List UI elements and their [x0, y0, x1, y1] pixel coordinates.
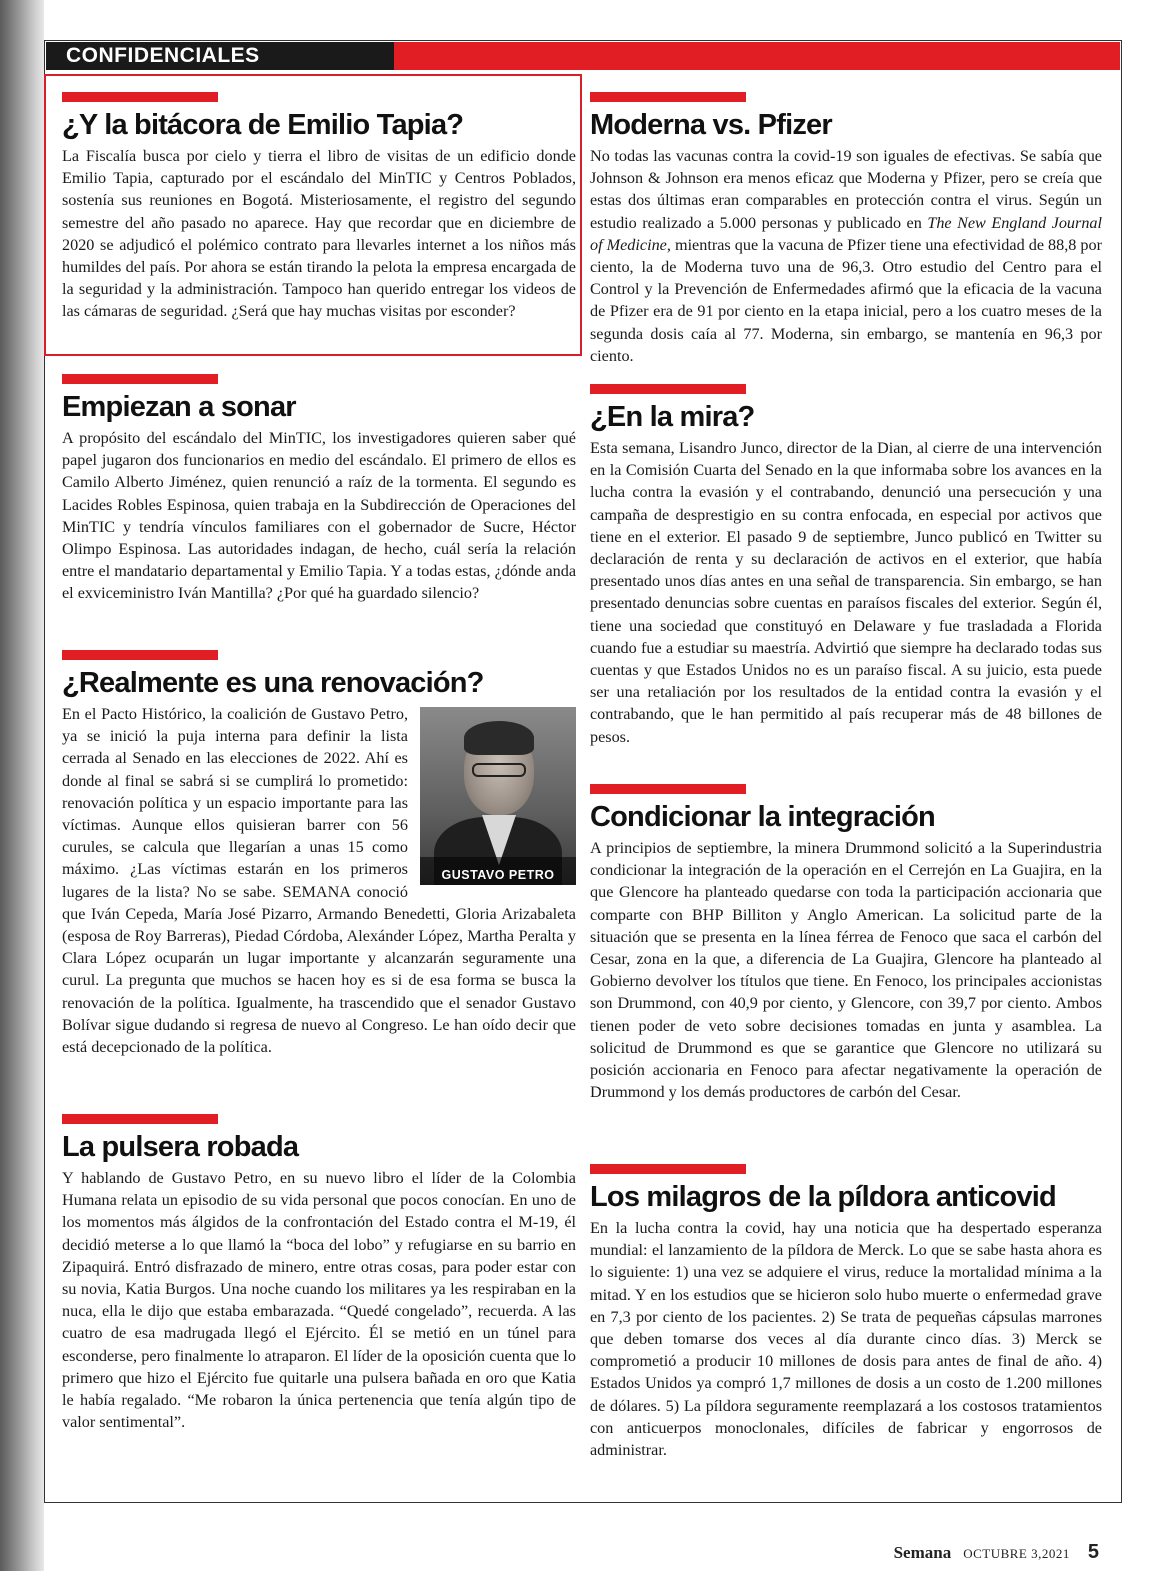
article-accent-bar	[62, 650, 218, 660]
article-body-part-2: , mientras que la vacuna de Pfizer tiene una efectividad de 88,8 por ciento, la de Moderna tuvo una de 96,3. Otro estudio del Centro para el Control y la Prevención de Enfermedades afirmó que la eficacia de la vacuna de Pfizer era de 91 por ciento en la etapa inicial, pero a los cuatro meses de la segunda dosis caía al 77. Moderna, sin embargo, se mantenía en 96,3 por ciento.	[590, 235, 1103, 365]
article-accent-bar	[590, 1164, 746, 1174]
article-body-part-1: No todas las vacunas contra la covid-19 son iguales de efectivas. Se sabía que Johnson & Johnson era menos eficaz que Moderna y Pfizer, pero se creía que estas dos últimas eran comparables en protección contra el virus. Según un estudio realizado a 5.000 personas y publicado en	[590, 147, 1102, 232]
article-body: En el Pacto Histórico, la coalición de Gustavo Petro, ya se inició la puja interna para definir la lista cerrada al Senado en las elecciones de 2022. Ahí es donde al final se sabrá si se cumplirá lo prometido: renovación política y un espacio importante para las víctimas. Aunque ellos quisieran barrer con 56 curules, se calcula que llegarían a unas 15 como máximo. ¿Las víctimas estarán en los primeros lugares de la lista? No se sabe. SEMANA conoció que Iván Cepeda, María José Pizarro, Armando Benedetti, Gloria Arizabaleta (esposa de Roy Barreras), Piedad Córdoba, Alexánder López, Martha Peralta y Clara López ocuparán un lugar importante y alcanzarán seguramente una curul. La pregunta que muchos se hacen hoy es si de esa forma se busca la renovación de la política. Igualmente, ha trascendido que el senador Gustavo Bolívar sigue dudando si regresa de nuevo al Congreso. Le han oído decir que está decepcionado de la política.	[62, 705, 576, 1057]
article-mira	[590, 384, 1102, 748]
article-body: En la lucha contra la covid, hay una noticia que ha despertado esperanza mundial: el lanzamiento de la píldora de Merck. Lo que se sabe hasta ahora es lo siguiente: 1) una vez se adquiere el virus, reduce la mortalidad mínima a la mitad. Y en los estudios que se hicieron solo hubo muerte o enfermedad grave en 7,3 por ciento de los pacientes. 2) Se trata de pequeñas cápsulas marrones que deben tomarse dos veces al día durante cinco días. 3) Merck se comprometió a producir 10 millones de dosis para antes de final de año. 4) Estados Unidos ya compró 1,7 millones de dosis a un costo de 1.200 millones de dólares. 5) La píldora seguramente reemplazará a los costosos tratamientos con anticuerpos monoclonales, difíciles de fabricar y engorrosos de administrar.	[590, 1219, 1102, 1460]
article-body-wrap	[62, 703, 576, 1058]
article-accent-bar	[62, 92, 218, 102]
article-body: A propósito del escándalo del MinTIC, los investigadores quieren saber qué papel jugaron dos funcionarios en medio del escándalo. El primero de ellos es Camilo Alberto Jiménez, quien renunció a raíz de la tormenta. El segundo es Lacides Robles Espinosa, quien trabaja en la Subdirección de Operaciones del MinTIC y tendría vínculos familiares con el gobernador de Sucre, Héctor Olimpo Espinosa. Las autoridades indagan, de hecho, cuál sería la relación entre el mandatario departamental y Emilio Tapia. Y a todas estas, ¿dónde anda el exviceministro Iván Mantilla? ¿Por qué ha guardado silencio?	[62, 429, 576, 603]
article-body	[590, 145, 1102, 367]
article-accent-bar	[590, 784, 746, 794]
article-title: Los milagros de la píldora anticovid	[590, 1181, 1056, 1213]
article-tapia	[62, 92, 576, 323]
article-body: La Fiscalía busca por cielo y tierra el libro de visitas de un edificio donde Emilio Tapia, capturado por el escándalo del MinTIC y Centros Poblados, sostenía sus reuniones en Bogotá. Misteriosamente, el registro del segundo semestre del año pasado no aparece. Hay que recordar que en diciembre de 2020 se adjudicó el polémico contrato para llevarles internet a los niños más humildes del país. Por ahora se están tirando la pelota la empresa encargada de la seguridad y la administración. Tampoco han querido entregar los videos de las cámaras de seguridad. ¿Será que hay muchas visitas por esconder?	[62, 147, 576, 321]
article-integracion	[590, 784, 1102, 1103]
article-title: Moderna vs. Pfizer	[590, 109, 832, 141]
page-number: 5	[1087, 1541, 1099, 1563]
article-title: La pulsera robada	[62, 1131, 299, 1163]
photo-hair	[464, 721, 534, 755]
article-title: Condicionar la integración	[590, 801, 935, 833]
article-moderna	[590, 92, 1102, 367]
photo-caption: GUSTAVO PETRO	[420, 857, 576, 885]
article-pulsera	[62, 1114, 576, 1433]
article-body: Y hablando de Gustavo Petro, en su nuevo libro el líder de la Colombia Humana relata un episodio de su vida personal que pocos conocían. En uno de los momentos más álgidos de la confrontación del Estado contra el M-19, él decidió meterse a lo que llamó la “boca del lobo” y refugiarse en su barrio en Zipaquirá. Entró disfrazado de minero, entre otras cosas, para poder estar con su novia, Katia Burgos. Una noche cuando los militares ya les respiraban en la nuca, ella le dijo que estaba embarazada. “Quedé congelado”, recuerda. A las cuatro de esa madrugada llegó el Ejército. Él se metió en un túnel para esconderse, pero finalmente lo atraparon. El líder de la oposición cuenta que lo primero que hizo el Ejército fue quitarle una pulsera bañada en oro que Katia le había regalado. “Me robaron la única pertenencia que tenía algún tipo de valor sentimental”.	[62, 1169, 576, 1432]
article-title: Empiezan a sonar	[62, 391, 296, 423]
article-accent-bar	[590, 92, 746, 102]
article-accent-bar	[590, 384, 746, 394]
section-title: CONFIDENCIALES	[46, 42, 394, 70]
article-accent-bar	[62, 374, 218, 384]
footer-date: OCTUBRE 3,2021	[963, 1546, 1070, 1561]
article-accent-bar	[62, 1114, 218, 1124]
journal-name: The New England Journal of Medicine	[590, 213, 1102, 254]
page-footer	[894, 1541, 1099, 1564]
portrait-photo	[420, 707, 576, 885]
article-body: A principios de septiembre, la minera Drummond solicitó a la Superindustria condicionar la integración de la operación en el Cerrejón en La Guajira, en la que Glencore ha planteado quedarse con toda la participación accionaria que comparte con BHP Billiton y Anglo American. La solicitud parte de la situación que se presenta en la línea férrea de Fenoco que saca el carbón del Cesar, zona en la que, a diferencia de La Guajira, Glencore ha planteado al Gobierno devolver los títulos que tiene. En Fenoco, los principales accionistas son Drummond, con 40,9 por ciento, y Glencore, con 39,7 por ciento. Ambos tienen poder de veto sobre decisiones tomadas en junta y asamblea. La solicitud de Drummond es que se garantice que Glencore no utilizará su posición accionaria en Fenoco para afectar negativamente la operación de Drummond y los demás productores de carbón del Cesar.	[590, 839, 1102, 1102]
magazine-spine-shadow	[0, 0, 44, 1571]
article-sonar	[62, 374, 576, 605]
article-renovacion	[62, 650, 576, 1058]
article-pildora	[590, 1164, 1102, 1461]
article-body: Esta semana, Lisandro Junco, director de la Dian, al cierre de una intervención en la Comisión Cuarta del Senado en la que informaba sobre los avances en la lucha contra la evasión y el contrabando, denunció una persecución y una campaña de desprestigio en su contra enfocada, en especial por activos que tiene en el exterior. El pasado 9 de septiembre, Junco publicó en Twitter su declaración de renta y su declaración de activos en el exterior, que había presentado unos días antes en una señal de transparencia. Sin embargo, se han presentado denuncias sobre cuentas en paraísos fiscales del exterior. Según él, tiene una sociedad que constituyó en Delaware y fue trasladada a Florida cuando fue a estudiar su maestría. Advirtió que siempre ha declarado todas sus cuentas y que Estados Unidos no es un paraíso fiscal. A su juicio, esta puede ser una retaliación por los resultados de la entidad contra la evasión y el contrabando, que le han permitido al país recuperar más de 48 billones de pesos.	[590, 439, 1102, 746]
photo-glasses	[472, 763, 526, 777]
article-title: ¿En la mira?	[590, 401, 755, 433]
article-title: ¿Y la bitácora de Emilio Tapia?	[62, 109, 464, 141]
article-title: ¿Realmente es una renovación?	[62, 667, 484, 699]
footer-brand: Semana	[893, 1543, 952, 1562]
